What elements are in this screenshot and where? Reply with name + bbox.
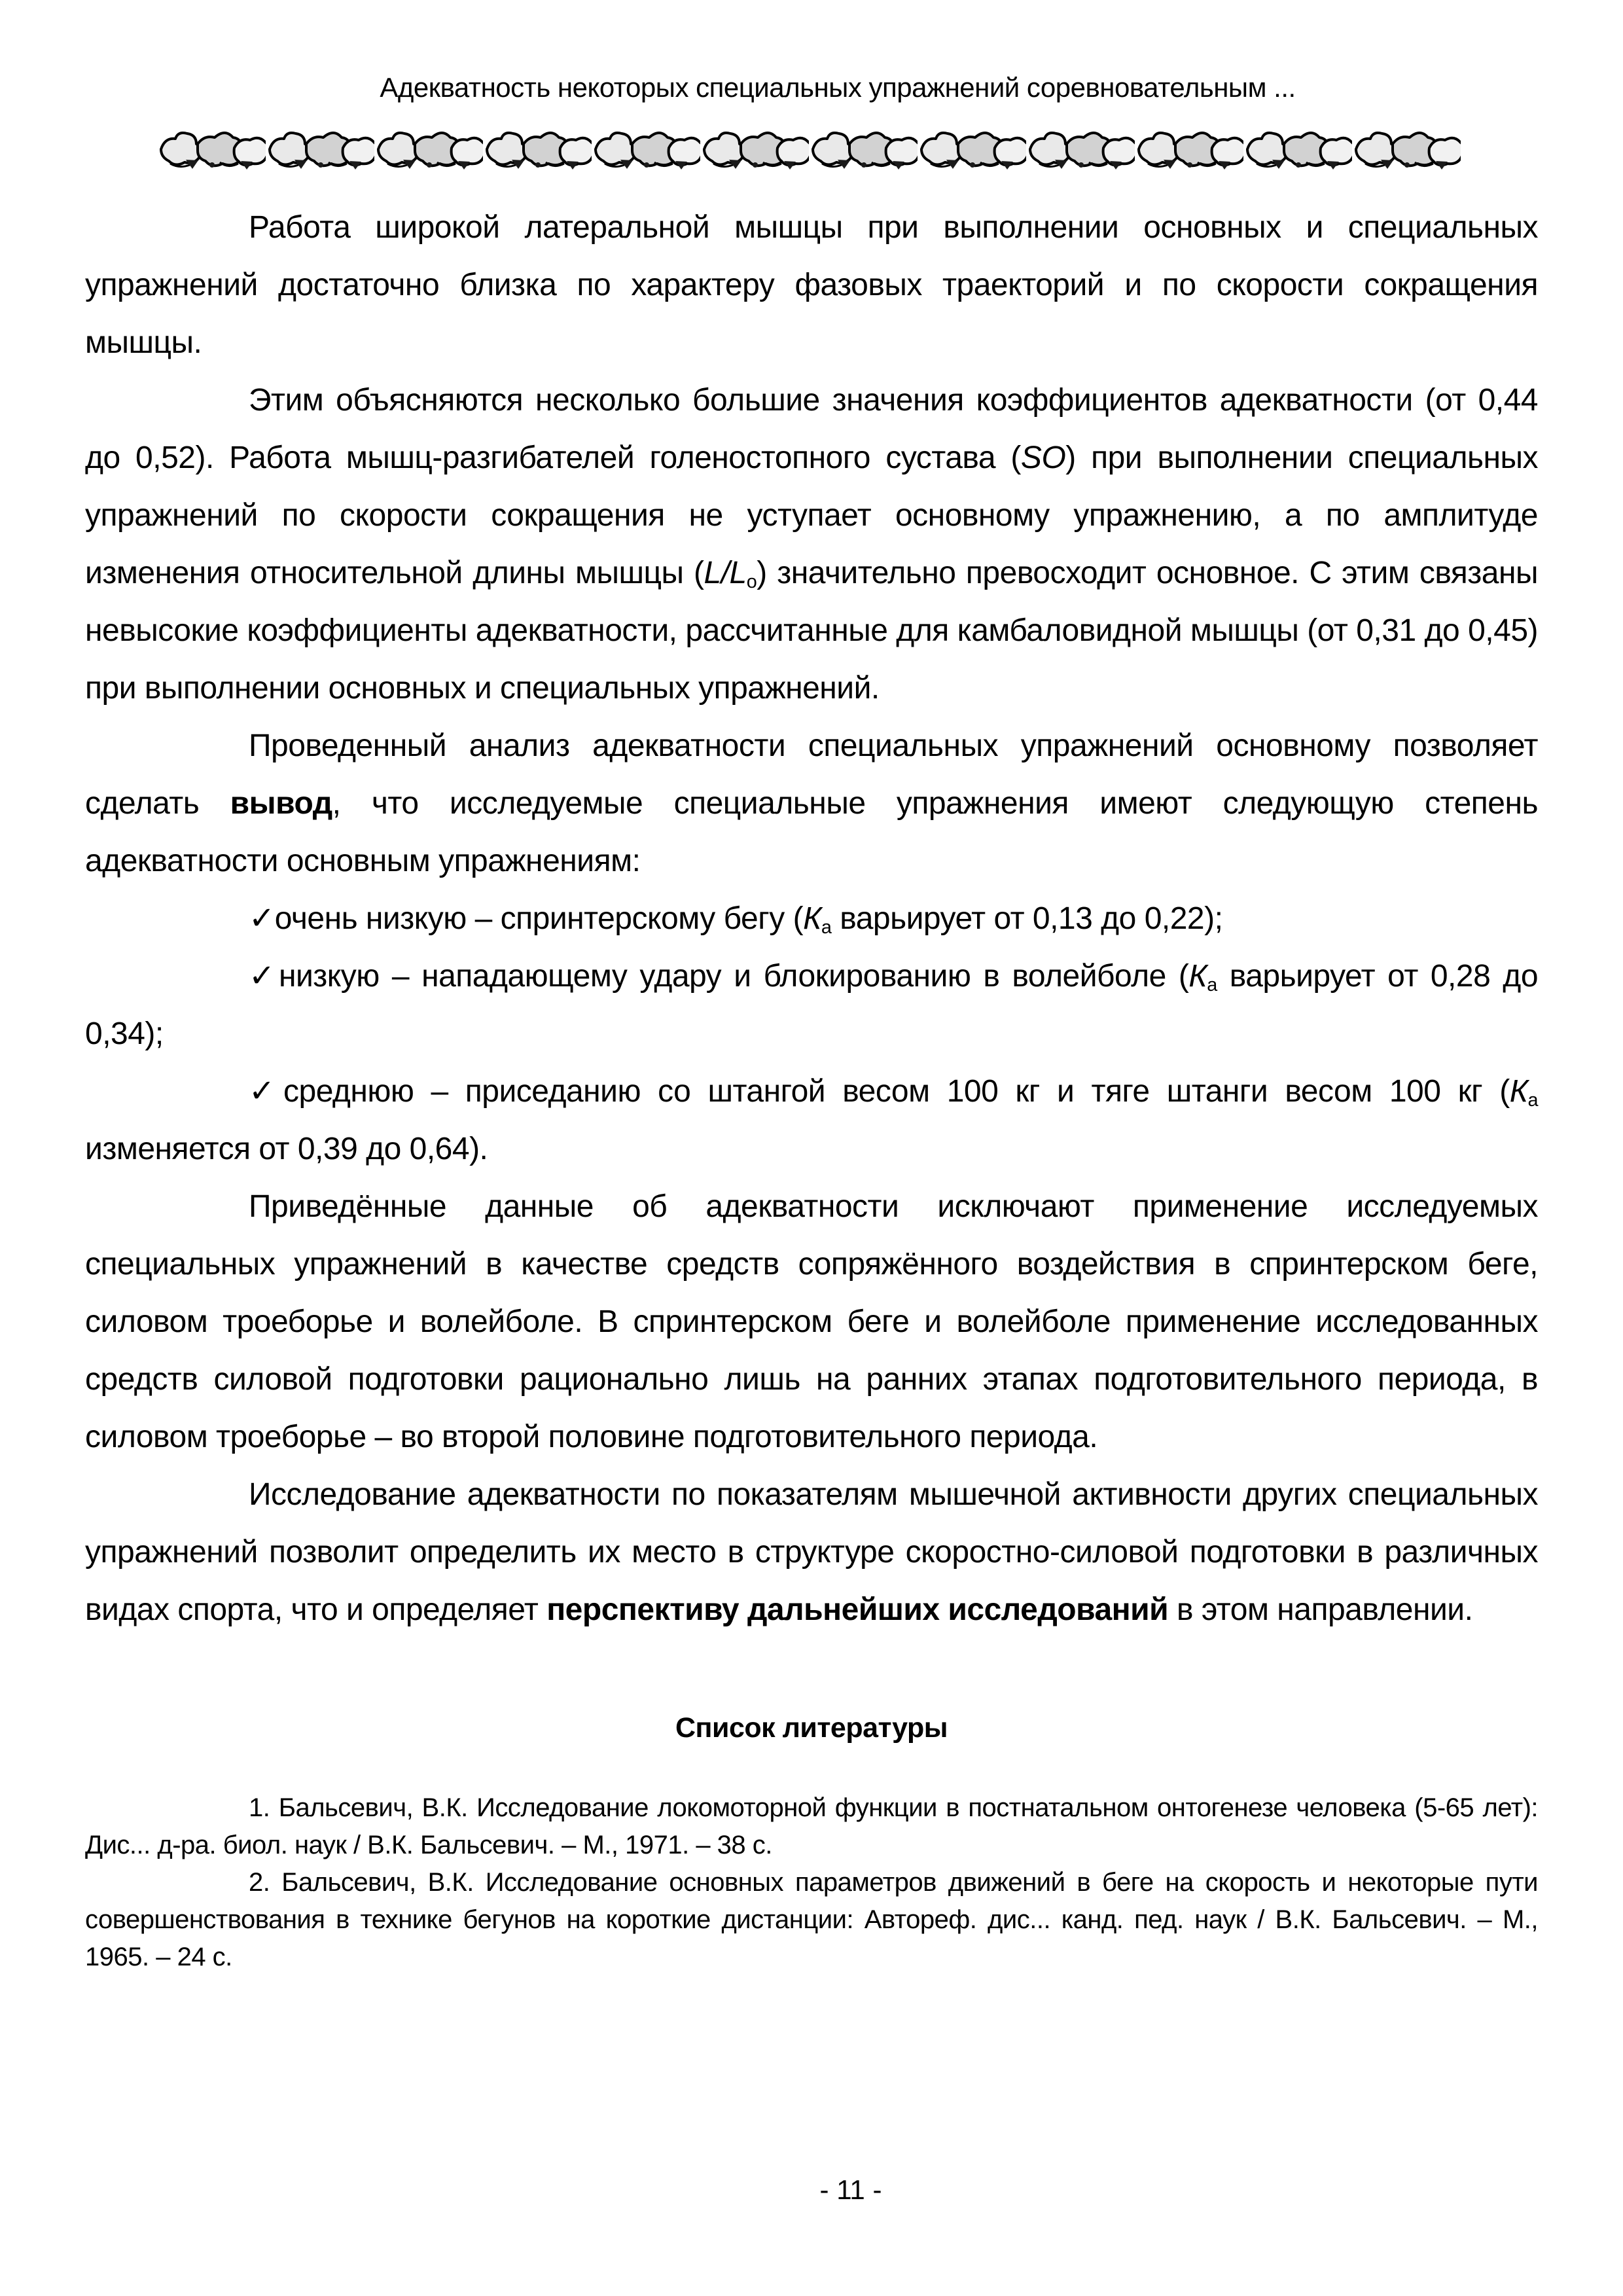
text-segment: среднюю – приседанию со штангой весом 100 кг и тяге штанги весом 100 кг ( [283,1074,1510,1109]
text-segment: Работа широкой латеральной мышцы при выполнении основных и специальных упражнений достаточно близка по характеру фазовых траекторий и по скорости сокращения мышцы. [85,210,1538,360]
bullet-paragraph [85,948,1538,1063]
text-segment: Проведенный анализ адекватности специальных упражнений основному позволяет сделать [85,728,1538,821]
body-paragraph [85,1466,1538,1639]
text-segment: ) при выполнении специальных упражнений по скорости сокращения не уступает основному упражнению, а по амплитуде изменения относительной длины мышцы ( [85,440,1538,590]
text-segment: К [1188,959,1207,994]
text-segment: а [821,917,832,939]
text-segment: низкую – нападающему удару и блокированию в волейболе ( [278,959,1189,994]
text-segment: SO [1020,440,1066,475]
bullet-paragraph [85,1063,1538,1178]
body-paragraph [85,1178,1538,1466]
reference-item: 2. Бальсевич, В.К. Исследование основных параметров движений в беге на скорость и некоторые пути совершенствования в технике бегунов на короткие дистанции: Автореф. дис... канд. пед. наук / В.К. Бальсевич. – М., 1965. – 24 с. [85,1868,1538,1971]
ornamental-divider [157,124,1461,171]
text-segment: а [1527,1090,1539,1111]
text-segment: а [1207,975,1217,996]
text-segment: перспективу дальнейших исследований [546,1592,1169,1627]
body-paragraph [85,199,1538,372]
text-segment: изменяется от 0,39 до 0,64). [85,1132,488,1166]
text-segment: о [746,571,757,593]
text-segment: Этим объясняются несколько большие значения коэффициентов адекватности (от 0,44 до 0,52). Работа мышц-разгибателей голеностопного сустава ( [85,383,1538,475]
text-segment: варьирует от 0,28 до 0,34); [85,959,1539,1051]
text-segment: в этом направлении. [1168,1592,1473,1627]
running-header [111,72,1564,103]
text-segment: варьирует от 0,13 до 0,22); [831,901,1223,936]
text-segment: ) значительно превосходит основное. С этим связаны невысокие коэффициенты адекватности, рассчитанные для камбаловидной мышцы (от 0,31 до 0,45) при выполнении основных и специальных упражнений. [85,556,1538,706]
text-segment: Исследование адекватности по показателям мышечной активности других специальных упражнений позволит определить их место в структуре скоростно-силовой подготовки в различных видах спорта, что и определяет [85,1477,1538,1627]
checkmark-icon: ✓ [249,901,275,936]
references-list [85,1789,1538,1976]
text-segment: L/L [704,556,747,590]
checkmark-icon: ✓ [249,1074,284,1109]
running-header-text: Адекватность некоторых специальных упражнений соревновательным ... [380,72,1296,103]
bullet-paragraph [85,890,1538,948]
page-content [85,199,1538,1976]
text-segment: Приведённые данные об адекватности исключают применение исследуемых специальных упражнений в качестве средств сопряжённого воздействия в спринтерском беге, силовом троеборье и волейболе. В спринтерском беге и волейболе применение исследованных средств силовой подготовки рационально лишь на ранних этапах подготовительного периода, в силовом троеборье – во второй половине подготовительного периода. [85,1189,1538,1454]
references-heading: Список литературы [675,1712,948,1744]
text-segment: , что исследуемые специальные упражнения имеют следующую степень адекватности основным упражнениям: [85,786,1538,878]
text-segment: очень низкую – спринтерскому бегу ( [274,901,804,936]
body-paragraphs [85,199,1538,1639]
checkmark-icon: ✓ [249,959,279,994]
body-paragraph [85,717,1538,890]
text-segment: вывод [230,786,332,821]
text-segment: К [1509,1074,1528,1109]
body-paragraph [85,372,1538,717]
text-segment: К [803,901,821,936]
page-number: - 11 - [819,2174,882,2205]
reference-item: 1. Бальсевич, В.К. Исследование локомоторной функции в постнатальном онтогенезе человека (5-65 лет): Дис... д-ра. биол. наук / В.К. Бальсевич. – М., 1971. – 38 с. [85,1793,1538,1859]
